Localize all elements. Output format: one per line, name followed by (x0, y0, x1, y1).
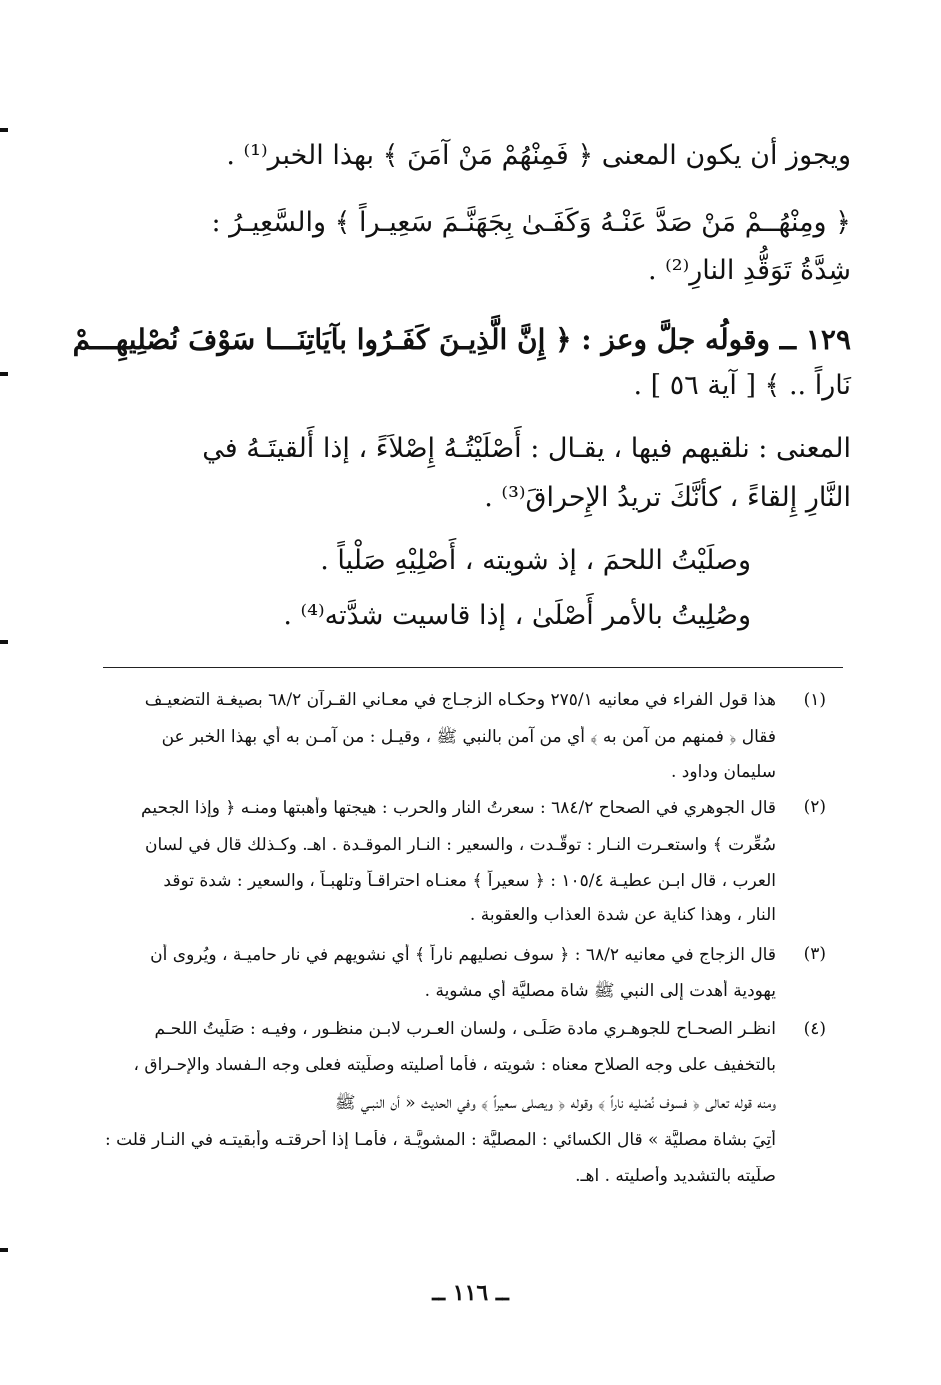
footnote-4-line-5: صلَّيته بالتشديد وأصليته . اهـ. (575, 1166, 776, 1186)
footnote-4-line-2: بالتخفيف على وجه الصلاح معناه : شويته ، فأما أصليته وصلَّيته فعلى وجه الـفساد والإحـراق ، (133, 1055, 776, 1075)
margin-mark (0, 1248, 8, 1252)
footnote-1-line-1: هذا قول الفراء في معانيه ٢٧٥/١ وحكـاه الزجـاج في معـاني القـرآن ٦٨/٢ بصيغـة التضعيـف (144, 690, 776, 710)
body-line-1: ويجوز أن يكون المعنى ﴿ فَمِنْهُمْ مَنْ آمَنَ ﴾ بهذا الخبر⁽¹⁾ . (226, 140, 851, 171)
footnote-number-3: (٣) (803, 944, 826, 964)
margin-mark (0, 372, 8, 376)
margin-mark (0, 128, 8, 132)
footnote-1-line-2: فقال ﴿ فمنهم من آمن به ﴾ أي من آمن بالنبي ﷺ ، وقيـل : من آمـن به أي بهذا الخبر عن (161, 727, 776, 747)
body-line-3: شِدَّةُ تَوَقُّدِ النارِ⁽²⁾ . (647, 255, 851, 286)
body-line-2: ﴿ ومِنْهُــمْ مَنْ صَدَّ عَنْـهُ وَكَفَـىٰ بِجَهَنَّـمَ سَعِيـراً ﴾ والسَّعِيـرُ : (211, 207, 851, 238)
footnote-separator (103, 667, 843, 668)
footnote-number-2: (٢) (803, 797, 826, 817)
page-number: ــ ١١٦ ــ (432, 1280, 509, 1306)
footnote-1-line-3: سليمان وداود . (671, 762, 776, 782)
footnote-3-line-1: قال الزجاج في معانيه ٦٨/٢ : ﴿ سوف نصليهم ناراً ﴾ أي نشويهم في نار حاميـة ، ويُروى أن (150, 945, 776, 965)
footnote-number-4: (٤) (803, 1019, 826, 1039)
entry-heading-line-2: نَاراً .. ﴾ [ آية ٥٦ ] . (633, 370, 851, 401)
footnote-4-line-4: أُتِيَ بشاة مصليَّة » قال الكسائي : المصليَّة : المشويَّـة ، فأمـا إذا أحرقتـه وأبقيتـه في النـار قلت : (104, 1130, 776, 1150)
body-line-6: وصلَيْتُ اللحمَ ، إذ شويته ، أَصْلِيْهِ صَلْياً . (320, 545, 751, 576)
footnote-2-line-3: العرب ، قال ابـن عطيـة ١٠٥/٤ : ﴿ سعيراً ﴾ معنـاه احتراقـاً وتلهبـاً ، والسعير : شدة توقد (163, 871, 776, 891)
body-line-7: وصُلِيتُ بالأمر أَصْلَىٰ ، إذا قاسيت شدَّته⁽⁴⁾ . (283, 600, 751, 631)
footnote-2-line-2: سُعِّرت ﴾ واستعـرت النـار : توقَّـدت ، والسعير : النـار الموقـدة . اهـ. وكـذلك قال في لسان (144, 835, 776, 855)
entry-heading-line-1: ١٢٩ ــ وقولُه جلَّ وعز : ﴿ إِنَّ الَّذِيـنَ كَفَـرُوا بآيَاتِنَـــا سَوْفَ نُصْلِيهِـــمْ (72, 323, 851, 356)
footnote-4-line-1: انظـر الصحـاح للجوهـري مادة صَلَـى ، ولسان العـرب لابـن منظـور ، وفيـه : صَلَيتُ اللحـم (154, 1019, 776, 1039)
footnote-3-line-2: يهودية أهدت إلى النبي ﷺ شاة مصليَّة أي مشوية . (424, 981, 776, 1001)
body-line-5: النَّارِ إِلقاءً ، كأنَّكَ تريدُ الإِحراقَ⁽³⁾ . (484, 482, 851, 513)
margin-mark (0, 640, 8, 644)
footnote-2-line-1: قال الجوهري في الصحاح ٦٨٤/٢ : سعرتُ النار والحرب : هيجتها وأهبتها ومنـه ﴿ وإذا الجحيم (141, 798, 776, 818)
footnote-4-line-3: ومنه قوله تعالى ﴿ فسوف نُصْليه ناراً ﴾ وقوله ﴿ ويصلى سعيراً ﴾ وفي الحديث « أن النبـي ﷺ (334, 1093, 776, 1113)
footnote-number-1: (١) (803, 690, 826, 710)
footnote-2-line-4: النار ، وهذا كناية عن شدة العذاب والعقوبة . (469, 905, 776, 925)
body-line-4: المعنى : نلقيهم فيها ، يقـال : أَصْلَيْتُـهُ إِصْلاَءً ، إذا أَلقيتَـهُ في (202, 433, 851, 464)
